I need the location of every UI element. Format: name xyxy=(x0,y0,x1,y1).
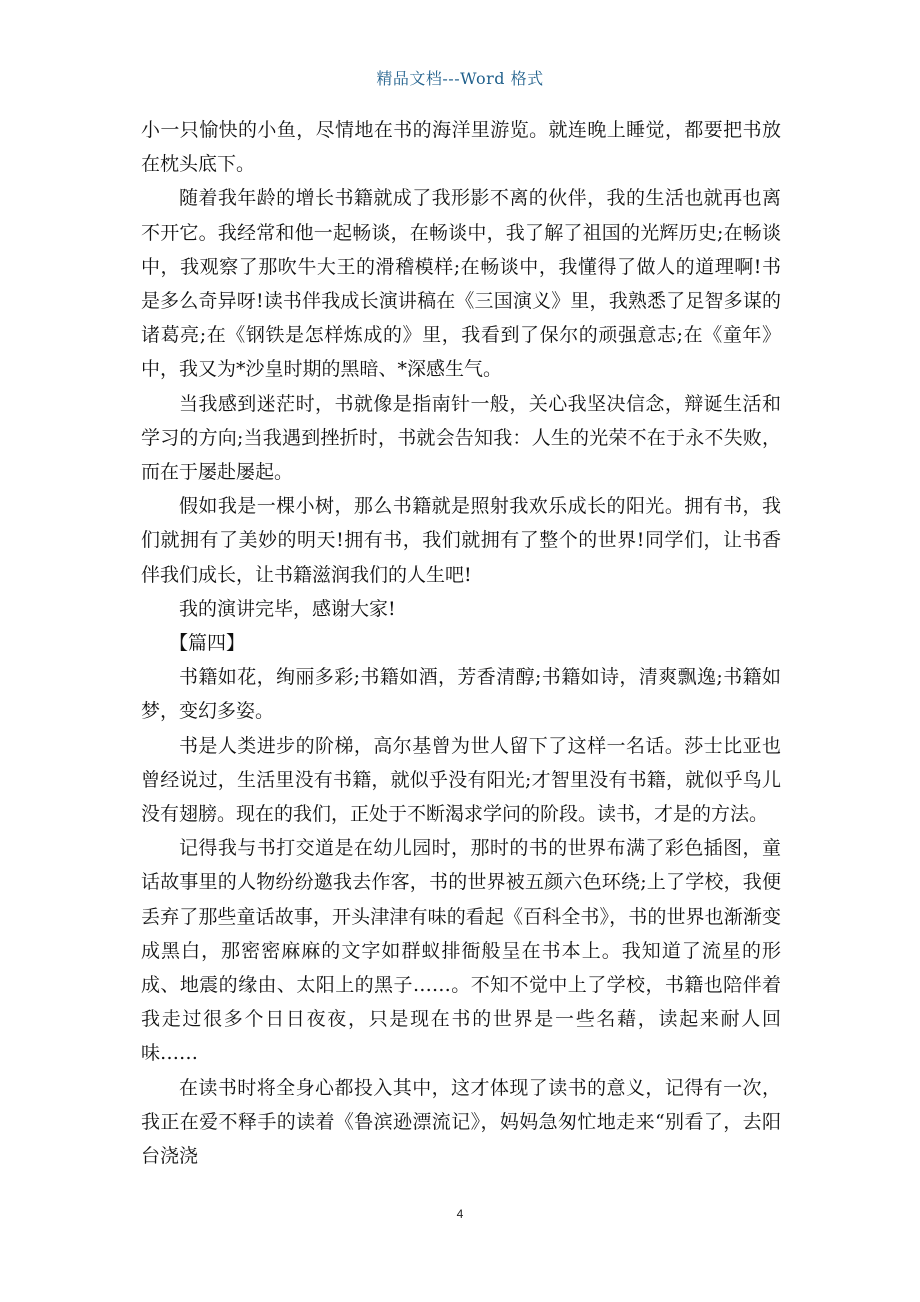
page-number: 4 xyxy=(456,1207,464,1221)
document-body xyxy=(141,113,781,1173)
paragraph: 记得我与书打交道是在幼儿园时，那时的书的世界布满了彩色插图，童话故事里的人物纷纷邀我去作客，书的世界被五颜六色环绕;上了学校，我便丢弃了那些童话故事，开头津津有味的看起《百科全书》，书的世界也渐渐变成黑白，那密密麻麻的文字如群蚁排衙般呈在书本上。我知道了流星的形成、地震的缘由、太阳上的黑子……。不知不觉中上了学校，书籍也陪伴着我走过很多个日日夜夜，只是现在书的世界是一些名藉，读起来耐人回味…… xyxy=(141,837,781,1065)
paragraph: 我的演讲完毕，感谢大家! xyxy=(179,597,396,620)
paragraph: 假如我是一棵小树，那么书籍就是照射我欢乐成长的阳光。拥有书，我们就拥有了美妙的明天!拥有书，我们就拥有了整个的世界!同学们，让书香伴我们成长，让书籍滋润我们的人生吧! xyxy=(141,495,781,586)
paragraph: 书籍如花，绚丽多彩;书籍如酒，芳香清醇;书籍如诗，清爽飘逸;书籍如梦，变幻多姿。 xyxy=(141,666,781,723)
paragraph-continuation: 小一只愉快的小鱼，尽情地在书的海洋里游览。就连晚上睡觉，都要把书放在枕头底下。 xyxy=(141,119,781,176)
paragraph: 在读书时将全身心都投入其中，这才体现了读书的意义，记得有一次，我正在爱不释手的读着《鲁滨逊漂流记》，妈妈急匆忙地走来“别看了，去阳台浇浇 xyxy=(141,1076,781,1168)
paragraph: 书是人类进步的阶梯，高尔基曾为世人留下了这样一名话。莎士比亚也曾经说过，生活里没有书籍，就似乎没有阳光;才智里没有书籍，就似乎鸟儿没有翅膀。现在的我们，正处于不断渴求学问的阶段。读书，才是的方法。 xyxy=(141,734,781,826)
section-heading: 【篇四】 xyxy=(169,632,246,655)
page-header: 精品文档---Word 格式 xyxy=(376,69,544,88)
paragraph: 随着我年龄的增长书籍就成了我形影不离的伙伴，我的生活也就再也离不开它。我经常和他一起畅谈，在畅谈中，我了解了祖国的光辉历史;在畅谈中，我观察了那吹牛大王的滑稽模样;在畅谈中，我懂得了做人的道理啊!书是多么奇异呀!读书伴我成长演讲稿在《三国演义》里，我熟悉了足智多谋的诸葛亮;在《钢铁是怎样炼成的》里，我看到了保尔的顽强意志;在《童年》中，我又为*沙皇时期的黑暗、*深感生气。 xyxy=(141,187,781,381)
paragraph: 当我感到迷茫时，书就像是指南针一般，关心我坚决信念，辩诞生活和学习的方向;当我遇到挫折时，书就会告知我：人生的光荣不在于永不失败，而在于屡赴屡起。 xyxy=(141,392,781,484)
